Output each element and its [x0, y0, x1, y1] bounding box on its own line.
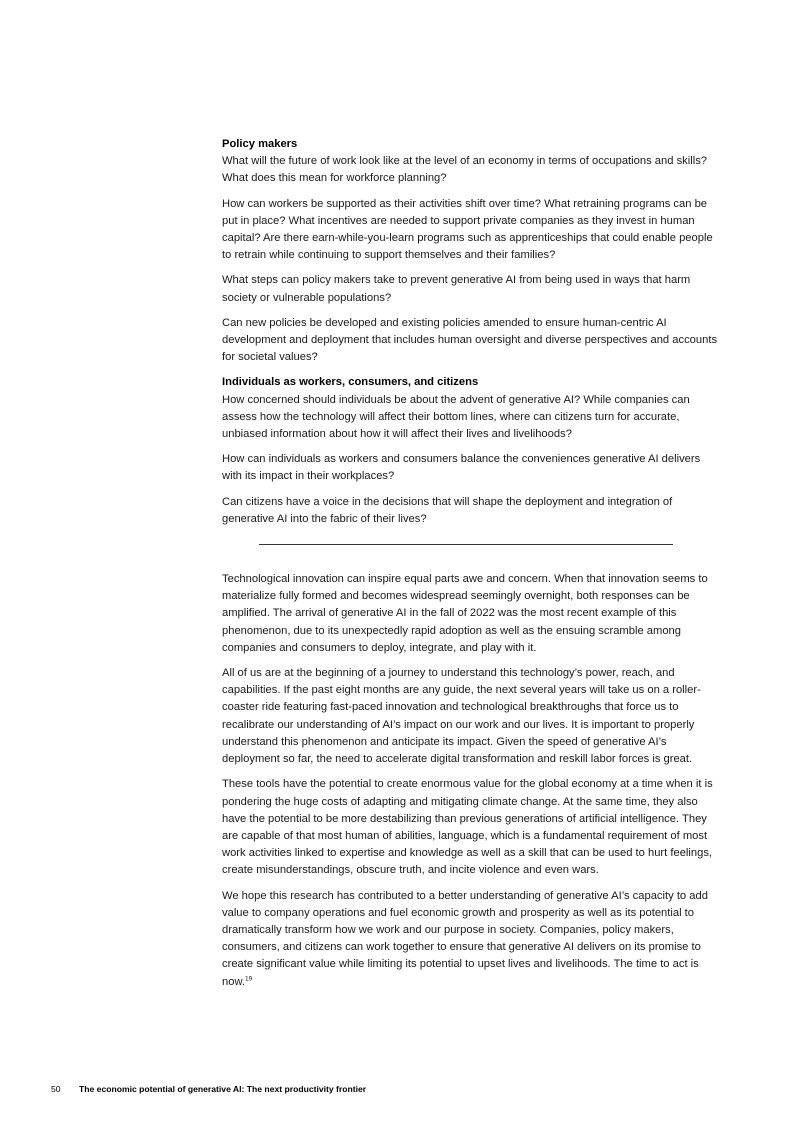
- section-divider: [259, 544, 673, 545]
- individuals-section: [222, 374, 722, 528]
- policy-makers-paragraph: How can workers be supported as their activities shift over time? What retraining programs can be put in place? What incentives are needed to support private companies as they invest in human capital? Are there earn-while-you-learn programs such as apprenticeships that could enable people to retrain while continuing to support themselves and their families?: [222, 197, 713, 262]
- individuals-paragraph: How concerned should individuals be about the advent of generative AI? While companies can assess how the technology will affect their bottom lines, where can citizens turn for accurate, unbiased information about how it will affect their lives and livelihoods?: [222, 393, 690, 441]
- policy-makers-section: [222, 136, 722, 366]
- page-number: 50: [51, 1084, 61, 1094]
- individuals-paragraph: How can individuals as workers and consumers balance the conveniences generative AI delivers with its impact in their workplaces?: [222, 453, 701, 483]
- policy-makers-heading: Policy makers: [222, 138, 298, 150]
- page-footer: [51, 1083, 366, 1095]
- conclusion-paragraph: These tools have the potential to create enormous value for the global economy at a time when it is pondering the huge costs of adapting and mitigating climate change. At the same time, they also have the potential to be more destabilizing than previous generations of artificial intelligence. They are capable of that most human of abilities, language, which is a fundamental requirement of most work activities linked to expertise and knowledge as well as a skill that can be used to hurt feelings, create misunderstandings, obscure truth, and incite violence and even wars.: [222, 778, 713, 877]
- conclusion-paragraph: [222, 888, 722, 991]
- individuals-heading: Individuals as workers, consumers, and citizens: [222, 376, 479, 389]
- policy-makers-paragraph: Can new policies be developed and existing policies amended to ensure human-centric AI development and deployment that includes human oversight and diverse perspectives and accounts for societal values?: [222, 316, 718, 364]
- running-title: The economic potential of generative AI: The next productivity frontier: [79, 1084, 367, 1094]
- individuals-paragraph: Can citizens have a voice in the decisions that will shape the deployment and integration of generative AI into the fabric of their lives?: [222, 495, 673, 525]
- conclusion-paragraph: All of us are at the beginning of a journey to understand this technology’s power, reach, and capabilities. If the past eight months are any guide, the next several years will take us on a roller-coaster ride featuring fast-paced innovation and technological breakthroughs that force us to recalibrate our understanding of AI’s impact on our work and our lives. It is important to properly understand this phenomenon and anticipate its impact. Given the speed of generative AI’s deployment so far, the need to accelerate digital transformation and reskill labor forces is great.: [222, 667, 701, 766]
- main-content: [222, 136, 722, 999]
- conclusion-paragraph-text: We hope this research has contributed to a better understanding of generative AI’s capacity to add value to company operations and fuel economic growth and prosperity as well as its potential to dramatically transform how we work and our purpose in society. Companies, policy makers, consumers, and citizens can work together to ensure that generative AI delivers on its promise to create significant value while limiting its potential to upset lives and livelihoods. The time to act is now.: [222, 889, 708, 988]
- policy-makers-paragraph: What steps can policy makers take to prevent generative AI from being used in ways that harm society or vulnerable populations?: [222, 274, 691, 304]
- footnote-reference[interactable]: 19: [245, 974, 253, 982]
- policy-makers-paragraph: What will the future of work look like at the level of an economy in terms of occupations and skills? What does this mean for workforce planning?: [222, 155, 708, 185]
- conclusion-section: [222, 571, 722, 991]
- conclusion-paragraph: Technological innovation can inspire equal parts awe and concern. When that innovation seems to materialize fully formed and becomes widespread seemingly overnight, both responses can be amplified. The arrival of generative AI in the fall of 2022 was the most recent example of this phenomenon, due to its unexpectedly rapid adoption as well as the ensuing scramble among companies and consumers to deploy, integrate, and play with it.: [222, 573, 708, 654]
